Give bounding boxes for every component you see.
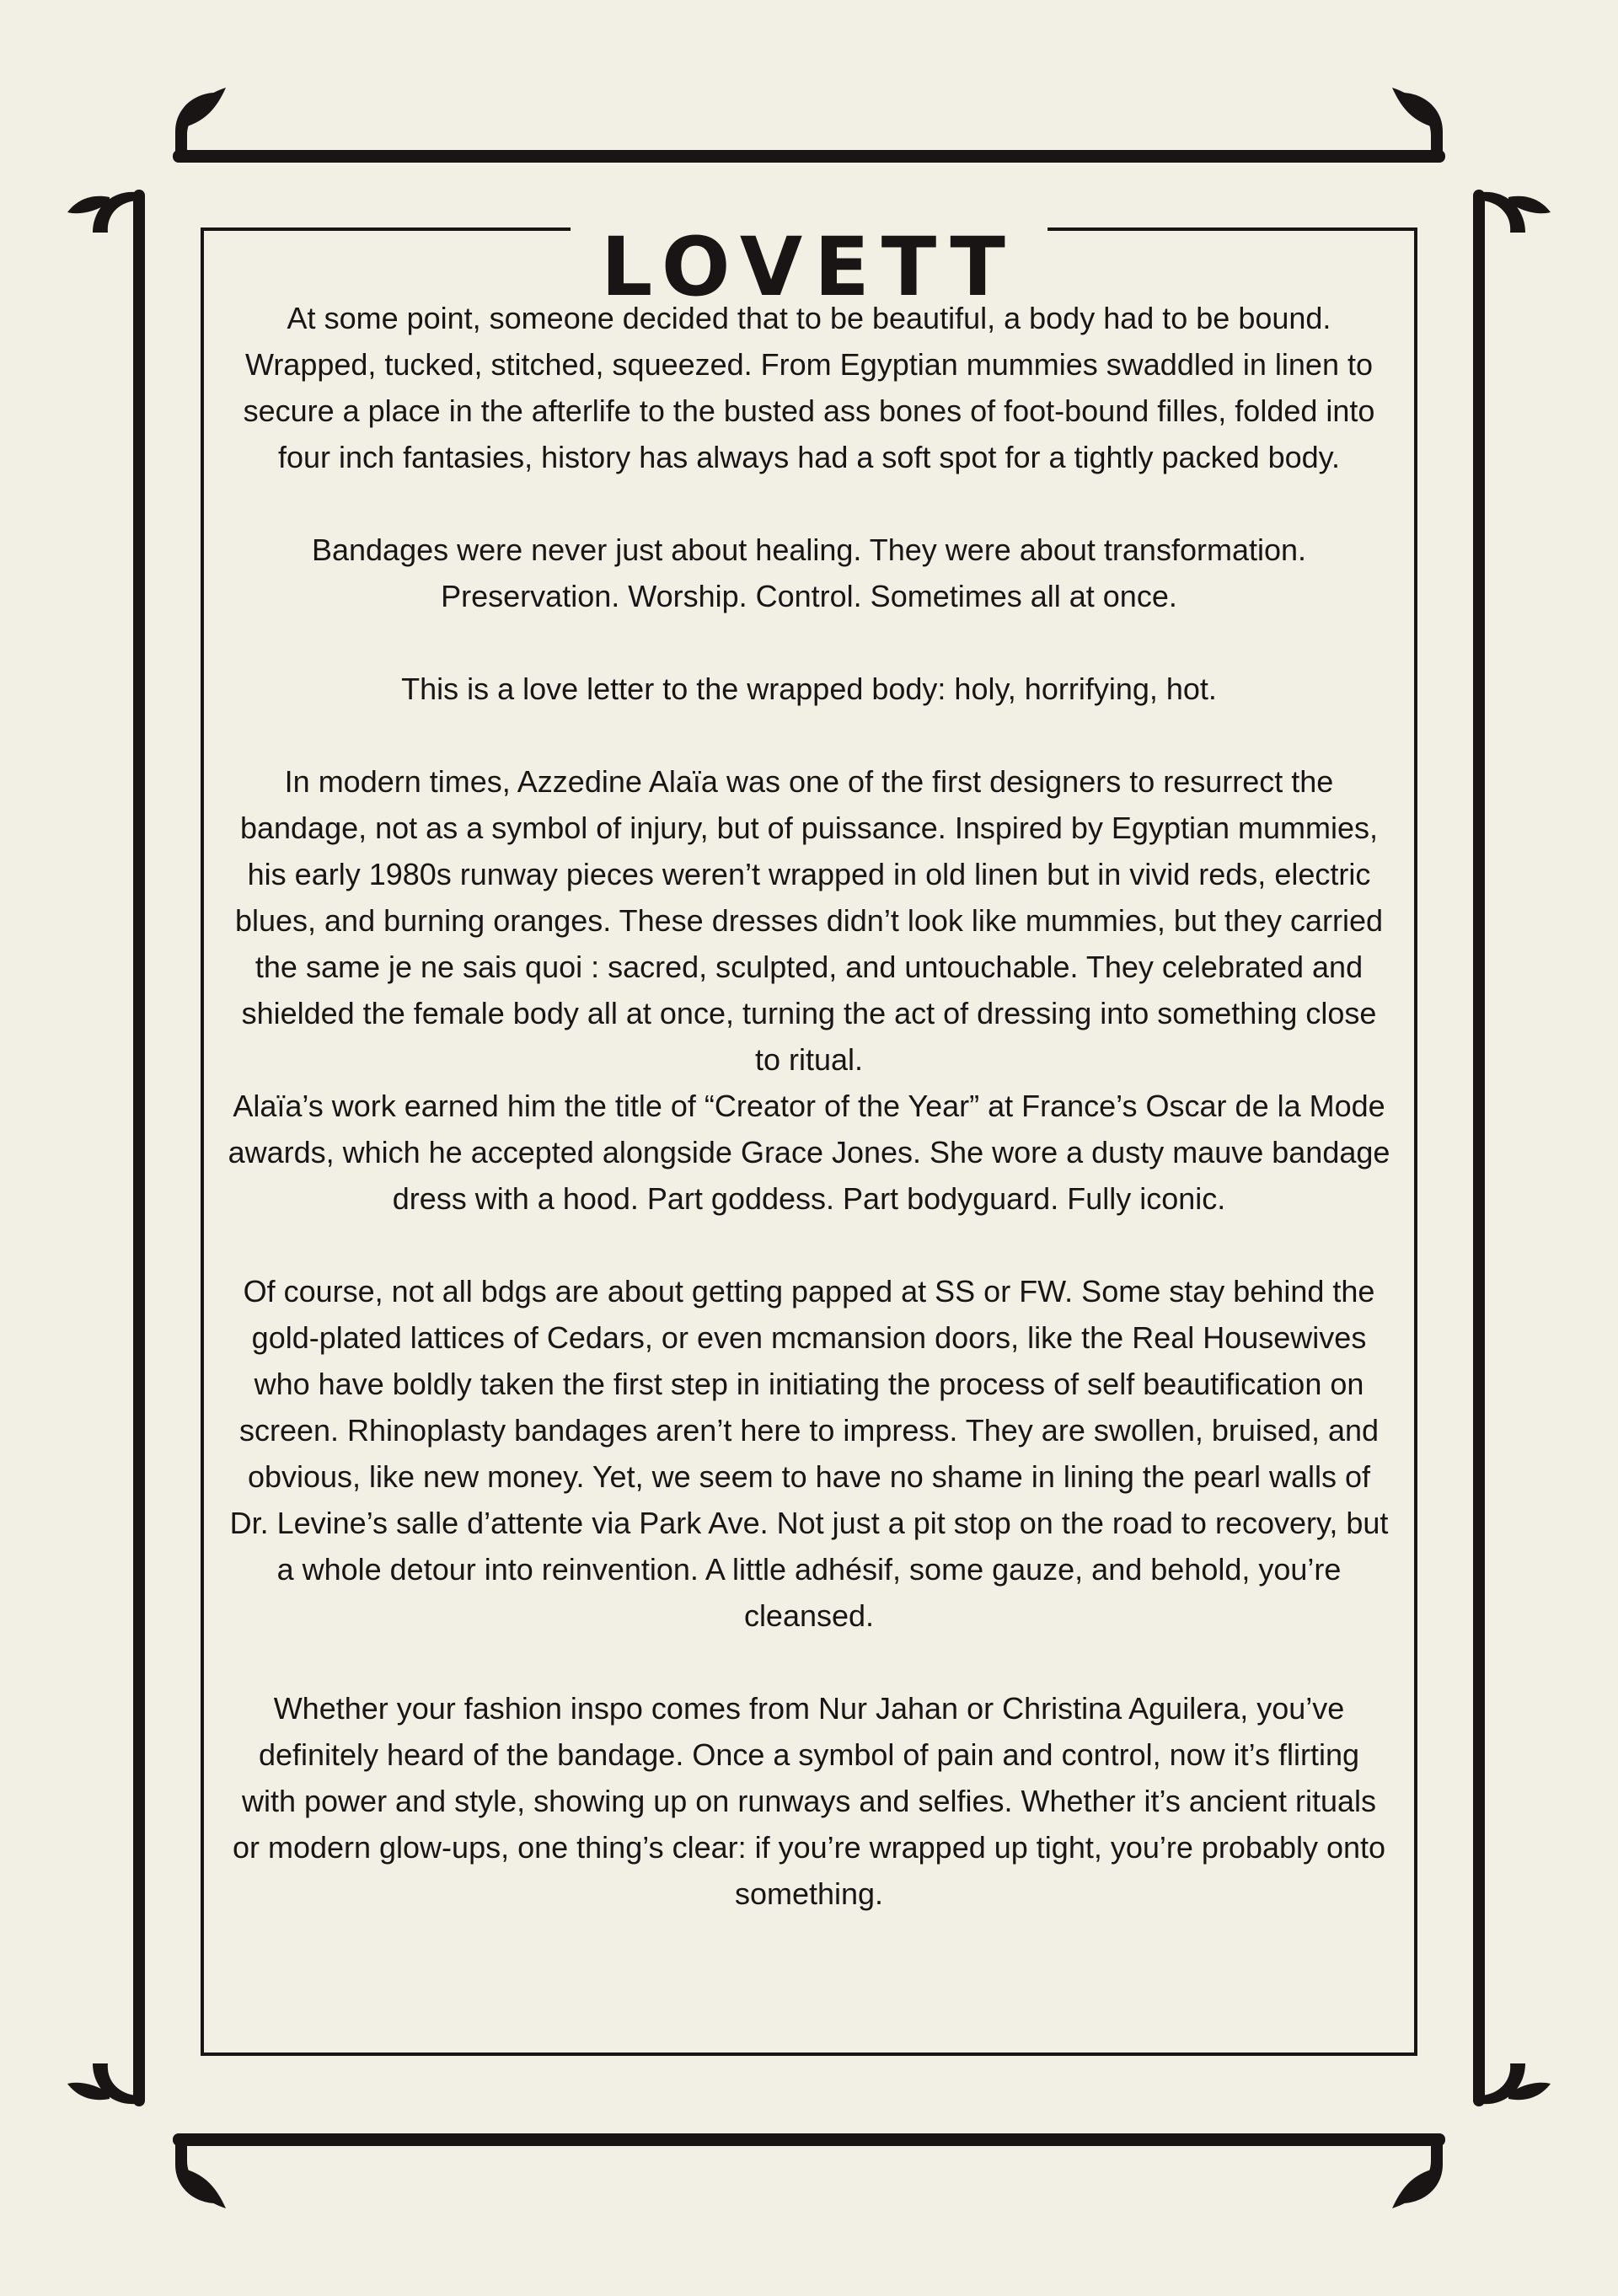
paragraph-intro: At some point, someone decided that to be beautiful, a body had to be bound. Wrapped, tucked, stitched, squeezed. From Egyptian mummies swaddled in linen to secure a place in the afterlife to the busted ass bones of foot-bound filles, folded into four inch fantasies, history has always had a soft spot for a tightly packed body. [243, 301, 1375, 474]
page-title: LOVETT [571, 227, 1047, 308]
paragraph-conclusion: Whether your fashion inspo comes from Nur Jahan or Christina Aguilera, you’ve definitely heard of the bandage. Once a symbol of pain and control, now it’s flirting with power and style, showing up on runways and selfies. Whether it’s ancient rituals or modern glow-ups, one thing’s clear: if you’re wrapped up tight, you’re probably onto something. [232, 1691, 1386, 1911]
article-body [228, 295, 1390, 1963]
paragraph-love-letter: This is a love letter to the wrapped body: holy, horrifying, hot. [401, 672, 1217, 706]
paragraph-alaia: In modern times, Azzedine Alaïa was one of the first designers to resurrect the bandage, not as a symbol of injury, but of puissance. Inspired by Egyptian mummies, his early 1980s runway pieces weren’t wrapped in old linen but in vivid reds, electric blues, and burning oranges. These dresses didn’t look like mummies, but they carried the same je ne sais quoi : sacred, sculpted, and untouchable. They celebrated and shielded the female body all at once, turning the act of dressing into something close to ritual. [234, 764, 1384, 1077]
frame-top-bar [173, 150, 1445, 163]
frame-right-bar [1473, 190, 1485, 2106]
paragraph-alaia-award: Alaïa’s work earned him the title of “Creator of the Year” at France’s Oscar de la Mode awards, which he accepted alongside Grace Jones. She wore a dusty mauve bandage dress with a hood. Part goddess. Part bodyguard. Fully iconic. [228, 1089, 1390, 1216]
paragraph-rhinoplasty: Of course, not all bdgs are about getting papped at SS or FW. Some stay behind the gold-plated lattices of Cedars, or even mcmansion doors, like the Real Housewives who have boldly taken the first step in initiating the process of self beautification on screen. Rhinoplasty bandages aren’t here to impress. They are swollen, bruised, and obvious, like new money. Yet, we seem to have no shame in lining the pearl walls of Dr. Levine’s salle d’attente via Park Ave. Not just a pit stop on the road to recovery, but a whole detour into reinvention. A little adhésif, some gauze, and behold, you’re cleansed. [229, 1274, 1389, 1633]
frame-bottom-bar [173, 2133, 1445, 2146]
frame-left-bar [133, 190, 145, 2106]
paragraph-bandages: Bandages were never just about healing. They were about transformation. Preservation. Worship. Control. Sometimes all at once. [311, 533, 1307, 613]
